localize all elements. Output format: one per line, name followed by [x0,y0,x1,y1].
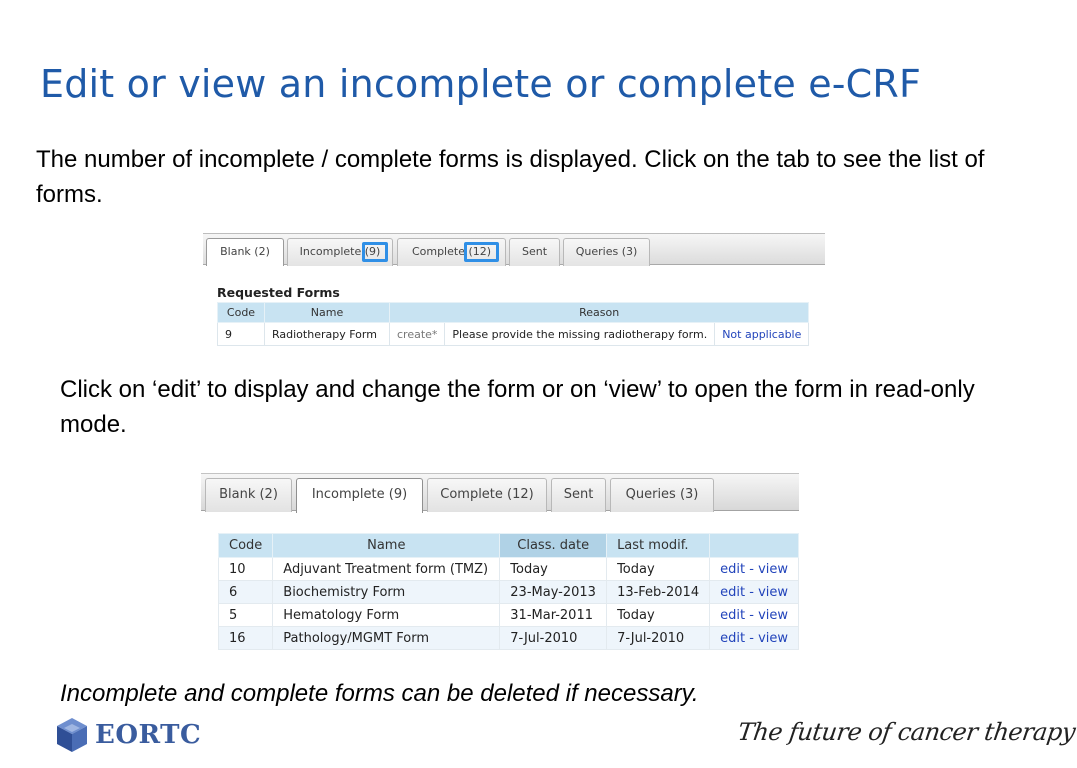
cell-class-date: 31-Mar-2011 [500,604,607,627]
edit-link[interactable]: edit [720,607,746,623]
table-row [218,323,809,346]
tab-complete[interactable]: Complete (12) [397,238,506,266]
action-separator: - [749,561,754,577]
table-row [219,581,799,604]
cell-actions [710,558,799,581]
cell-reason: Please provide the missing radiotherapy form. [445,323,715,346]
cell-name: Biochemistry Form [273,581,500,604]
requested-forms-table [217,302,809,346]
table-row [219,604,799,627]
table-row [219,558,799,581]
intro-paragraph: The number of incomplete / complete forms is displayed. Click on the tab to see the list of forms. [36,146,985,208]
tab-queries[interactable]: Queries (3) [610,478,714,512]
cell-name: Pathology/MGMT Form [273,627,500,650]
complete-count-highlight [464,242,499,262]
action-separator: - [749,584,754,600]
table-row [219,627,799,650]
view-link[interactable]: view [758,607,788,623]
cell-name: Radiotherapy Form [265,323,390,346]
view-link[interactable]: view [758,561,788,577]
cell-name: Adjuvant Treatment form (TMZ) [273,558,500,581]
view-link[interactable]: view [758,630,788,646]
action-separator: - [749,607,754,623]
tab-blank[interactable]: Blank (2) [205,478,292,512]
screenshot-incomplete-forms [201,473,799,651]
eortc-cube-icon [55,717,89,753]
tab-blank[interactable]: Blank (2) [206,238,284,266]
tagline: The future of cancer therapy [736,718,1077,746]
cell-name: Hematology Form [273,604,500,627]
header-name: Name [273,534,500,558]
tab-bar [203,233,825,265]
tab-sent[interactable]: Sent [509,238,560,266]
logo-text: EORTC [95,720,202,750]
header-actions [710,534,799,558]
header-class-date[interactable]: Class. date [500,534,607,558]
edit-link[interactable]: edit [720,630,746,646]
cell-code: 6 [219,581,273,604]
screenshot-requested-forms [203,233,825,349]
tab-queries[interactable]: Queries (3) [563,238,650,266]
tab-incomplete[interactable]: Incomplete (9) [296,478,423,513]
slide-title: Edit or view an incomplete or complete e-CRF [40,62,922,106]
not-applicable-link[interactable]: Not applicable [715,323,809,346]
header-name: Name [265,303,390,323]
note-paragraph: Incomplete and complete forms can be deleted if necessary. [60,680,699,707]
view-link[interactable]: view [758,584,788,600]
tab-sent[interactable]: Sent [551,478,606,512]
edit-link[interactable]: edit [720,584,746,600]
section-title: Requested Forms [217,285,340,300]
eortc-logo [55,716,201,754]
cell-class-date: 23-May-2013 [500,581,607,604]
cell-actions [710,627,799,650]
cell-code: 10 [219,558,273,581]
cell-last-modif: Today [607,558,710,581]
cell-code: 9 [218,323,265,346]
header-code: Code [218,303,265,323]
cell-class-date: Today [500,558,607,581]
edit-link[interactable]: edit [720,561,746,577]
incomplete-count-highlight [362,242,388,262]
create-link[interactable]: create* [390,323,445,346]
cell-last-modif: 13-Feb-2014 [607,581,710,604]
tab-bar [201,473,799,511]
cell-class-date: 7-Jul-2010 [500,627,607,650]
header-reason: Reason [390,303,809,323]
instruction-paragraph: Click on ‘edit’ to display and change the form or on ‘view’ to open the form in read-only mode. [60,376,975,438]
cell-actions [710,581,799,604]
header-last-modif[interactable]: Last modif. [607,534,710,558]
cell-code: 5 [219,604,273,627]
cell-actions [710,604,799,627]
tab-incomplete[interactable]: Incomplete (9) [287,238,393,266]
incomplete-forms-table [218,533,799,650]
tab-complete[interactable]: Complete (12) [427,478,547,512]
cell-code: 16 [219,627,273,650]
action-separator: - [749,630,754,646]
cell-last-modif: 7-Jul-2010 [607,627,710,650]
cell-last-modif: Today [607,604,710,627]
header-code: Code [219,534,273,558]
